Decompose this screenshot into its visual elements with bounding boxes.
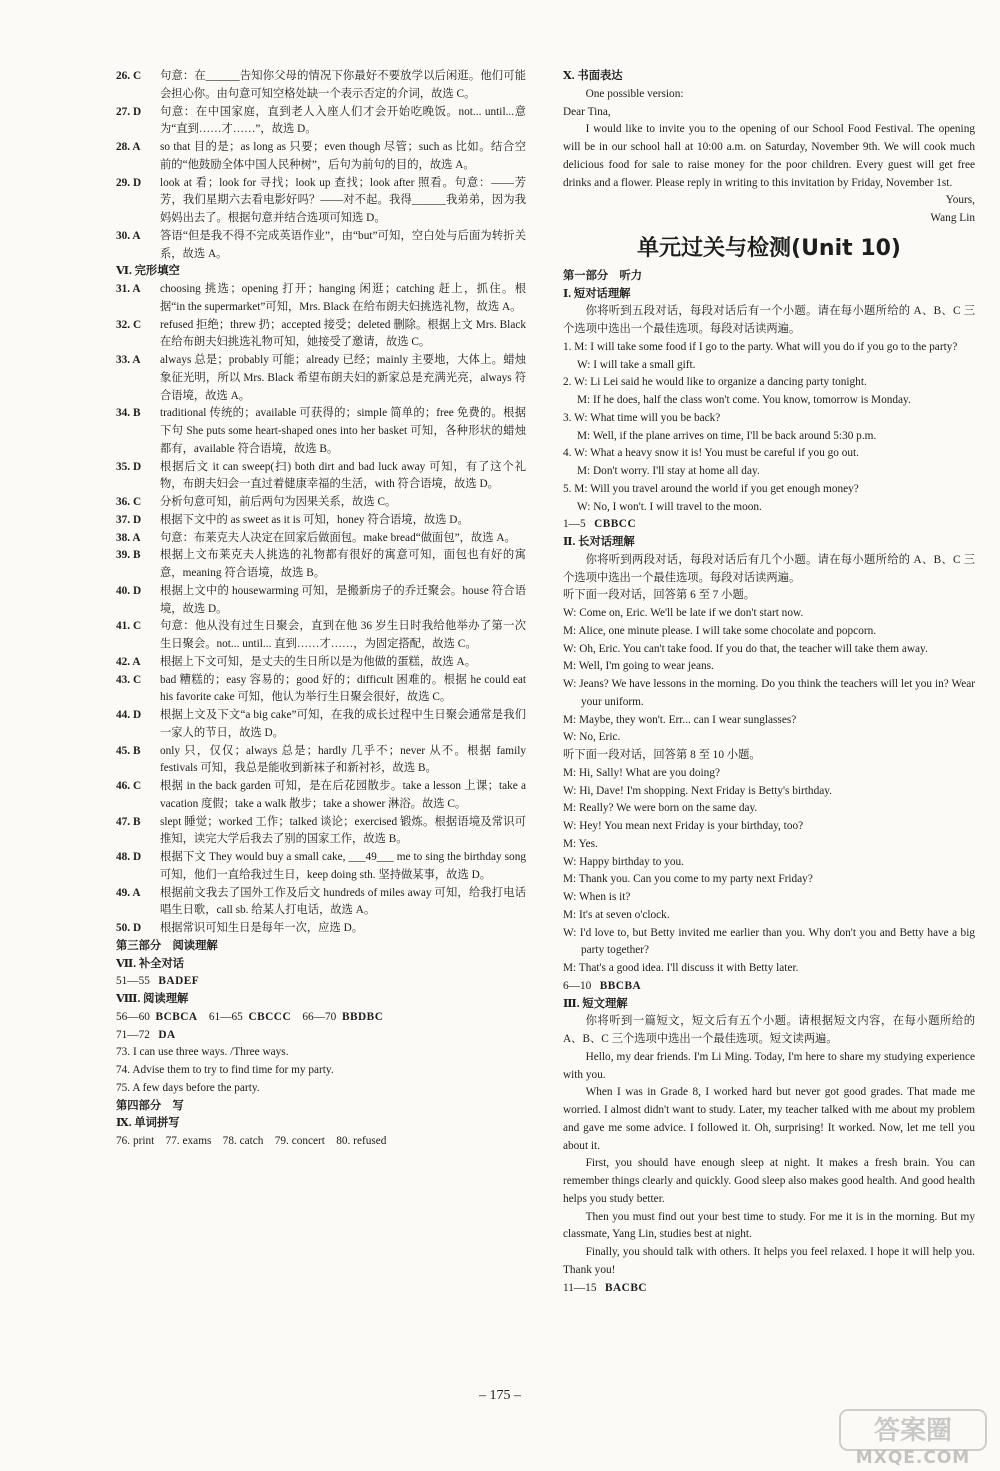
dialogue-line: 1. M: I will take some food if I go to the party. What will you do if you go to the party? xyxy=(563,340,958,353)
watermark-logo-icon xyxy=(838,1408,988,1452)
answer-items-26-30 xyxy=(116,68,526,263)
answer-item xyxy=(116,743,526,779)
answer-explanation: 根据上文中的 housewarming 可知，是搬新房子的乔迁聚会。house 符合语境，故选 D。 xyxy=(160,584,526,615)
answer-key-51-55: 51—55 BADEF xyxy=(116,975,200,988)
answer-key-71-72: 71—72 DA xyxy=(116,1028,176,1041)
letter-body: I would like to invite you to the opening of our School Food Festival. The opening will be in our school hall at 10:00 a.m. on Saturday, November 9th. We will cook much delicious food for sale to raise money for the poor children. Every guest will get free drinks and a flower. Please reply in writing to this invitation by Friday, November 1st. xyxy=(563,123,975,189)
answer-item xyxy=(116,104,526,140)
dialogue-line: W: Jeans? We have lessons in the morning. Do you think the teachers will let you in? Wear your uniform. xyxy=(563,678,975,708)
answer-item xyxy=(116,228,526,264)
letter-signature: Wang Lin xyxy=(930,212,975,224)
answer-item xyxy=(116,654,526,672)
answer-key-76-80: 76. print 77. exams 78. catch 79. concert 80. refused xyxy=(116,1135,387,1147)
sample-version-label: One possible version: xyxy=(585,87,684,100)
answer-number: 48. D xyxy=(116,851,142,863)
answer-number: 37. D xyxy=(116,513,142,526)
passage-transcript xyxy=(563,1049,975,1280)
answer-number: 50. D xyxy=(116,922,142,934)
answer-number: 33. A xyxy=(116,354,141,366)
dialogue-line: M: Well, I'm going to wear jeans. xyxy=(563,660,714,673)
dialogue-line: M: Maybe, they won't. Err... can I wear sunglasses? xyxy=(563,713,797,726)
answer-number: 28. A xyxy=(116,141,141,153)
answer-number: 27. D xyxy=(116,105,142,118)
section-heading-spelling: Ⅸ. 单词拼写 xyxy=(116,1117,180,1130)
answer-number: 34. B xyxy=(116,407,141,420)
answer-item xyxy=(116,281,526,317)
dialogue-line: W: Hey! You mean next Friday is your birthday, too? xyxy=(563,820,804,832)
answer-explanation: bad 糟糕的；easy 容易的；good 好的；difficult 困难的。根据 he could eat his favorite cake 可知，他认为举行生日聚会很好，故选 C。 xyxy=(160,673,526,704)
answer-74: 74. Advise them to try to find time for my party. xyxy=(116,1064,334,1076)
answer-item xyxy=(116,920,526,938)
passage-paragraph: Then you must find out your best time to study. For me it is in the morning. But my classmate, Yang Lin, studies best at night. xyxy=(563,1210,975,1241)
part3-heading: 第三部分 阅读理解 xyxy=(116,939,218,952)
answer-item xyxy=(116,778,526,814)
answer-explanation: refused 拒绝；threw 扔；accepted 接受；deleted 删除。根据上文 Mrs. Black 在给布朗夫妇挑选礼物可知，她接受了邀请，故选 C。 xyxy=(160,318,526,349)
answer-item xyxy=(116,68,526,104)
letter-closing: Yours, xyxy=(945,194,975,207)
dialogue-line: W: Come on, Eric. We'll be late if we don't start now. xyxy=(563,607,804,619)
answer-item xyxy=(116,530,526,548)
answer-explanation: 根据后文 it can sweep(扫) both dirt and bad luck away 可知，有了这个礼物，布朗夫妇会一直过着健康幸福的生活，with 符合语境，故选 D。 xyxy=(160,460,526,491)
dialogue-line: M: Thank you. Can you come to my party next Friday? xyxy=(563,873,813,886)
dialogue-line: W: Happy birthday to you. xyxy=(563,855,685,868)
answer-explanation: only 只，仅仅；always 总是；hardly 几乎不；never 从不。根据 family festivals 可知，我总是能收到新袜子和新衬衫，故选 B。 xyxy=(160,744,526,775)
answer-item xyxy=(116,405,526,458)
answer-item xyxy=(116,849,526,885)
dialogue-line: M: It's at seven o'clock. xyxy=(563,908,670,921)
answer-item xyxy=(116,494,526,512)
answer-explanation: 句意：他从没有过生日聚会，直到在他 36 岁生日时我给他举办了第一次生日聚会。not... until... 直到……才……，为固定搭配，故选 C。 xyxy=(160,620,526,650)
section-heading-dialogue: Ⅶ. 补全对话 xyxy=(116,957,185,970)
page-number: – 175 – xyxy=(479,1388,521,1403)
answer-explanation: 根据下文 They would buy a small cake, ___49___ me to sing the birthday song 可知，他们一直给我过生日，keep doing sth. 坚持做某事，故选 D。 xyxy=(160,851,526,881)
dialogue-line: W: Oh, Eric. You can't take food. If you do that, the teacher will take them away. xyxy=(563,642,928,655)
answer-explanation: 分析句意可知，前后两句为因果关系，故选 C。 xyxy=(160,496,397,508)
answer-explanation: traditional 传统的；available 可获得的；simple 简单的；free 免费的。根据下句 She puts some heart-shaped ones into her basket 可知，各种形状的蜡烛都有，available 符合语境，故选 B。 xyxy=(160,407,526,455)
section-heading-writing: Ⅹ. 书面表达 xyxy=(563,70,623,82)
section-heading-passage: Ⅲ. 短文理解 xyxy=(563,997,628,1010)
answer-explanation: look at 看；look for 寻找；look up 查找；look after 照看。句意：——芳芳，我们星期六去看电影好吗？——对不起。我得______我弟弟，因为我妈妈出去了。根据句意并结合选项可知选 D。 xyxy=(160,176,526,224)
answer-item xyxy=(116,672,526,708)
answer-explanation: 根据常识可知生日是每年一次，应选 D。 xyxy=(160,922,364,934)
answer-75: 75. A few days before the party. xyxy=(116,1081,260,1094)
answer-number: 47. B xyxy=(116,815,141,828)
section1-instructions: 你将听到五段对话，每段对话后有一个小题。请在每小题所给的 A、B、C 三个选项中选出一个最佳选项。每段对话读两遍。 xyxy=(563,305,975,335)
answer-item xyxy=(116,352,526,405)
answer-number: 42. A xyxy=(116,655,141,668)
dialogue-line: M: Hi, Sally! What are you doing? xyxy=(563,766,720,779)
answer-explanation: 根据前文我去了国外工作及后文 hundreds of miles away 可知，给我打电话唱生日歌，call sb. 给某人打电话，故选 A。 xyxy=(160,886,526,917)
dialogue-line: M: Alice, one minute please. I will take some chocolate and popcorn. xyxy=(563,624,877,637)
answer-73: 73. I can use three ways. /Three ways. xyxy=(116,1046,289,1059)
answer-number: 49. A xyxy=(116,886,141,899)
unit-title: 单元过关与检测(Unit 10) xyxy=(637,235,901,261)
svg-text:答案圈: 答案圈 xyxy=(873,1416,953,1446)
watermark-url: MXQE.COM xyxy=(855,1448,971,1468)
dialogue-line: M: Yes. xyxy=(563,837,598,850)
answer-explanation: 根据 in the back garden 可知，是在后花园散步。take a lesson 上课；take a vacation 度假；take a walk 散步；take a shower 淋浴。故选 C。 xyxy=(160,780,526,810)
section-heading-reading: Ⅷ. 阅读理解 xyxy=(116,993,189,1005)
dialogue-line: 5. M: Will you travel around the world if you get enough money? xyxy=(563,482,859,495)
answer-key-1-5: 1—5 CBBCC xyxy=(563,518,637,531)
answer-item xyxy=(116,583,526,619)
passage-paragraph: Hello, my dear friends. I'm Li Ming. Today, I'm here to share my studying experience with you. xyxy=(563,1050,975,1081)
answer-number: 39. B xyxy=(116,549,141,562)
answer-explanation: 根据上下文可知，是丈夫的生日所以是为他做的蛋糕，故选 A。 xyxy=(160,655,477,668)
answer-explanation: 根据上文及下文“a big cake”可知，在我的成长过程中生日聚会通常是我们一家人的节日，故选 D。 xyxy=(160,709,526,739)
section2-instructions: 你将听到两段对话，每段对话后有几个小题。请在每小题所给的 A、B、C 三个选项中选出一个最佳选项。每段对话读两遍。 xyxy=(563,553,975,584)
answer-explanation: 答语“但是我不得不完成英语作业”，由“but”可知，空白处与后面为转折关系，故选 A。 xyxy=(160,229,526,260)
answer-item xyxy=(116,317,526,353)
section-heading-short-dialogues: Ⅰ. 短对话理解 xyxy=(563,287,631,300)
dialogue-line: W: No, I won't. I will travel to the moon. xyxy=(577,500,762,513)
answer-number: 31. A xyxy=(116,283,141,295)
passage-paragraph: First, you should have enough sleep at night. It makes a fresh brain. You can remember things clearly and quickly. Good sleep also makes good health. And good health helps you study better. xyxy=(563,1157,975,1205)
dialogue2-prompt: 听下面一段对话，回答第 8 至 10 小题。 xyxy=(563,749,761,761)
answer-number: 32. C xyxy=(116,318,142,331)
answer-explanation: so that 目的是；as long as 只要；even though 尽管；such as 比如。结合空前的“他鼓励全体中国人民种树”，后句为前句的目的，故选 A。 xyxy=(160,141,526,171)
answer-number: 41. C xyxy=(116,620,142,633)
answer-number: 35. D xyxy=(116,460,142,473)
part1-heading: 第一部分 听力 xyxy=(563,269,643,282)
cloze-items xyxy=(116,281,526,938)
answer-item xyxy=(116,139,526,175)
answer-explanation: 句意：布莱克夫人决定在回家后做面包。make bread“做面包”，故选 A。 xyxy=(160,531,516,544)
part4-heading: 第四部分 写 xyxy=(116,1099,184,1112)
answer-explanation: slept 睡觉；worked 工作；talked 谈论；exercised 锻炼。根据语境及常识可推知，读完大学后我去了别的国家工作，故选 B。 xyxy=(160,815,526,846)
dialogue-line: W: I'd love to, but Betty invited me earlier than you. Why don't you and Betty have a big party together? xyxy=(563,926,975,957)
dialogue-line: W: When is it? xyxy=(563,891,631,903)
answer-item xyxy=(116,512,526,530)
answer-key-11-15: 11—15 BACBC xyxy=(563,1281,648,1294)
passage-paragraph: Finally, you should talk with others. It helps you feel relaxed. I hope it will help you. Thank you! xyxy=(563,1246,975,1276)
answer-key-6-10: 6—10 BBCBA xyxy=(563,979,642,992)
passage-paragraph: When I was in Grade 8, I worked hard but never got good grades. That made me worried. I almost didn't want to study. Later, my teacher talked with me about my problem and gave me some advice. I followed it. Oh, surprising! It worked. Now, let me tell you about it. xyxy=(563,1086,975,1152)
watermark xyxy=(838,1408,988,1466)
short-dialogue-transcript xyxy=(563,339,975,517)
dialogue-line: M: Well, if the plane arrives on time, I'll be back around 5:30 p.m. xyxy=(577,429,877,442)
answer-item xyxy=(116,814,526,850)
answer-item xyxy=(116,547,526,583)
dialogue-line: M: That's a good idea. I'll discuss it with Betty later. xyxy=(563,962,799,974)
dialogue-line: 2. W: Li Lei said he would like to organize a dancing party tonight. xyxy=(563,376,867,389)
section3-instructions: 你将听到一篇短文，短文后有五个小题。请根据短文内容，在每小题所给的 A、B、C 三个选项中选出一个最佳选项。短文读两遍。 xyxy=(563,1015,975,1045)
answer-key-56-70: 56—60 BCBCA 61—65 CBCCC 66—70 BBDBC xyxy=(116,1010,384,1023)
answer-number: 46. C xyxy=(116,780,142,792)
answer-number: 30. A xyxy=(116,229,141,242)
letter-greeting: Dear Tina, xyxy=(563,105,611,118)
answer-explanation: 句意：在______告知你父母的情况下你最好不要放学以后闲逛。他们可能会担心你。由句意可知空格处缺一个表示否定的介词，故选 C。 xyxy=(160,70,526,100)
section-heading-cloze: Ⅵ. 完形填空 xyxy=(116,265,180,278)
answer-item xyxy=(116,618,526,654)
long-dialogue2-transcript xyxy=(563,765,975,978)
answer-explanation: always 总是；probably 可能；already 已经；mainly 主要地，大体上。蜡烛象征光明，所以 Mrs. Black 希望布朗夫妇的新家总是充满光亮，always 符合语境，故选 A。 xyxy=(160,354,526,402)
answer-explanation: 根据上文布莱克夫人挑选的礼物都有很好的寓意可知，面包也有好的寓意，meaning 符合语境，故选 B。 xyxy=(160,549,526,579)
answer-item xyxy=(116,885,526,921)
dialogue-line: 3. W: What time will you be back? xyxy=(563,411,721,424)
answer-item xyxy=(116,459,526,495)
answer-number: 43. C xyxy=(116,673,142,686)
answer-explanation: 句意：在中国家庭，直到老人入座人们才会开始吃晚饭。not... until...意为“直到……才……”，故选 D。 xyxy=(160,105,526,136)
answer-number: 26. C xyxy=(116,70,142,82)
answer-explanation: choosing 挑选；opening 打开；hanging 闲逛；catching 赶上，抓住。根据“in the supermarket”可知，Mrs. Black 在给布朗夫妇挑选礼物，故选 A。 xyxy=(160,283,526,313)
long-dialogue1-transcript xyxy=(563,605,975,747)
dialogue-line: 4. W: What a heavy snow it is! You must be careful if you go out. xyxy=(563,447,859,460)
dialogue-line: M: If he does, half the class won't come. You know, tomorrow is Monday. xyxy=(577,394,911,406)
answer-number: 36. C xyxy=(116,496,142,508)
answer-number: 44. D xyxy=(116,709,142,721)
answer-item xyxy=(116,707,526,743)
right-column xyxy=(563,68,975,1297)
answer-number: 45. B xyxy=(116,744,141,757)
answer-number: 40. D xyxy=(116,584,142,597)
dialogue-line: W: I will take a small gift. xyxy=(577,358,696,371)
dialogue-line: M: Don't worry. I'll stay at home all day. xyxy=(577,465,760,477)
answer-number: 29. D xyxy=(116,176,142,189)
answer-explanation: 根据下文中的 as sweet as it is 可知，honey 符合语境，故选 D。 xyxy=(160,513,469,526)
dialogue-line: M: Really? We were born on the same day. xyxy=(563,802,758,815)
dialogue-line: W: Hi, Dave! I'm shopping. Next Friday is Betty's birthday. xyxy=(563,784,832,797)
left-column xyxy=(116,68,526,1151)
answer-item xyxy=(116,175,526,228)
section-heading-long-dialogues: Ⅱ. 长对话理解 xyxy=(563,536,635,548)
dialogue1-prompt: 听下面一段对话，回答第 6 至 7 小题。 xyxy=(563,589,756,602)
answer-number: 38. A xyxy=(116,531,141,544)
dialogue-line: W: No, Eric. xyxy=(563,731,621,744)
